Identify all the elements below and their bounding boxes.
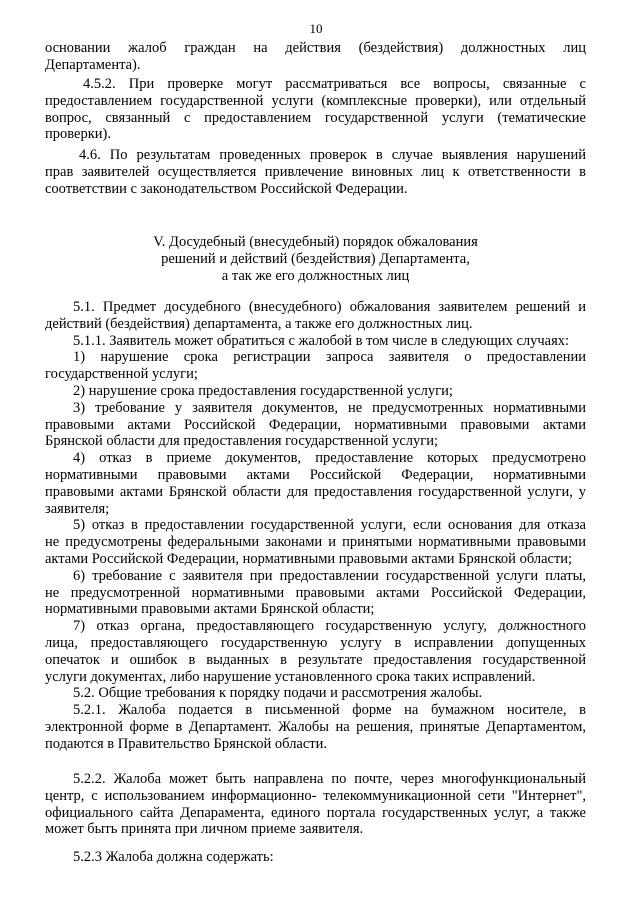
text-line: 4.5.2. При проверке могут рассматриваться все вопросы, связанные с — [83, 76, 586, 92]
text-line: предоставлением государственной услуги (комплексные проверки), или отдельный — [45, 92, 586, 109]
text-line: нормативными правовыми актами Российской Федерации, нормативными — [45, 466, 586, 483]
section-body — [45, 299, 586, 753]
text-line: официального сайта Депарамента, единого портала государственных услуг, а также — [45, 804, 586, 821]
text-line: 5.2.1. Жалоба подается в письменной форме на бумажном носителе, в — [73, 702, 586, 719]
text-line: 5.2. Общие требования к порядку подачи и рассмотрения жалобы. — [73, 685, 483, 702]
text-line: не предусмотрены федеральными законами и принятыми нормативными правовыми — [45, 534, 586, 551]
text-line: подаются в Правительство Брянской области. — [45, 735, 328, 752]
text-line: Департамента). — [45, 56, 141, 73]
paragraph-5-2-2 — [45, 771, 586, 838]
paragraph-5-2-3 — [45, 849, 586, 866]
text-line: нормативными правовыми актами Брянской области; — [45, 601, 375, 618]
text-line: вопрос, связанный с предоставлением государственной услуги (тематические — [45, 109, 586, 126]
text-line: опечаток и ошибок в выданных в результате предоставления государственной — [45, 651, 586, 668]
text-line: 2) нарушение срока предоставления государственной услуги; — [73, 382, 453, 399]
text-line: 6) требование с заявителя при предоставлении государственной услуги платы, — [73, 567, 586, 584]
heading-line: V. Досудебный (внесудебный) порядок обжалования — [153, 234, 478, 250]
text-line: государственной услуги; — [45, 366, 198, 383]
text-line: актами Российской Федерации, нормативными правовыми актами Брянской области; — [45, 550, 573, 567]
text-line: правовыми актами Российской Федерации, нормативными правовыми актами — [45, 416, 586, 433]
text-line: услуги документах, либо нарушение установленного срока таких исправлений. — [45, 668, 536, 685]
text-line: лица, предоставляющего государственную услугу в исправлении допущенных — [45, 634, 586, 651]
text-line: 5.1.1. Заявитель может обратиться с жалобой в том числе в следующих случаях: — [73, 332, 570, 349]
text-line: соответствии с законодательством Российской Федерации. — [45, 180, 408, 197]
paragraph-4-5-2 — [45, 76, 586, 143]
page-number: 10 — [309, 21, 323, 36]
paragraph-4-6 — [45, 147, 586, 197]
text-line: не предусмотренной нормативными правовыми актами Российской Федерации, — [45, 584, 586, 601]
text-line: центр, с использованием информационно- телекоммуникационной сети "Интернет", — [45, 787, 586, 804]
text-line: электронной форме в Департамент. Жалобы на решения, принятые Департаментом, — [45, 718, 586, 735]
text-line: 4.6. По результатам проведенных проверок в случае выявления нарушений — [79, 147, 586, 163]
text-line: действий (бездействия) департамента, а также его должностных лиц. — [45, 315, 473, 332]
text-line: 7) отказ органа, предоставляющего государственную услугу, должностного — [73, 618, 586, 635]
text-line: основании жалоб граждан на действия (бездействия) должностных лиц — [45, 40, 586, 56]
section-heading — [45, 234, 586, 284]
text-line: заявителя; — [45, 500, 110, 517]
text-line: правовыми актами Брянской области для предоставления государственной услуги, у — [45, 483, 586, 500]
text-line: Брянской области для предоставления государственной услуги; — [45, 433, 439, 450]
text-line: проверки). — [45, 126, 111, 143]
heading-line: а так же его должностных лиц — [221, 267, 410, 284]
text-line: 5.2.3 Жалоба должна содержать: — [73, 849, 274, 865]
text-line: 3) требование у заявителя документов, не предусмотренных нормативными — [73, 399, 586, 416]
text-line: 5.1. Предмет досудебного (внесудебного) обжалования заявителем решений и — [73, 299, 586, 315]
paragraph-4-5-1-continuation — [45, 40, 586, 74]
heading-line: решений и действий (бездействия) Департамента, — [161, 250, 470, 267]
text-line: 1) нарушение срока регистрации запроса заявителя о предоставлении — [73, 349, 586, 366]
text-line: прав заявителей осуществляется привлечение виновных лиц к ответственности в — [45, 163, 586, 180]
text-line: 4) отказ в приеме документов, предоставление которых предусмотрено — [73, 450, 586, 467]
text-line: может быть принята при личном приеме заявителя. — [45, 821, 364, 838]
text-line: 5) отказ в предоставлении государственной услуги, если основания для отказа — [73, 517, 586, 534]
text-line: 5.2.2. Жалоба может быть направлена по почте, через многофункциональный — [73, 771, 586, 787]
